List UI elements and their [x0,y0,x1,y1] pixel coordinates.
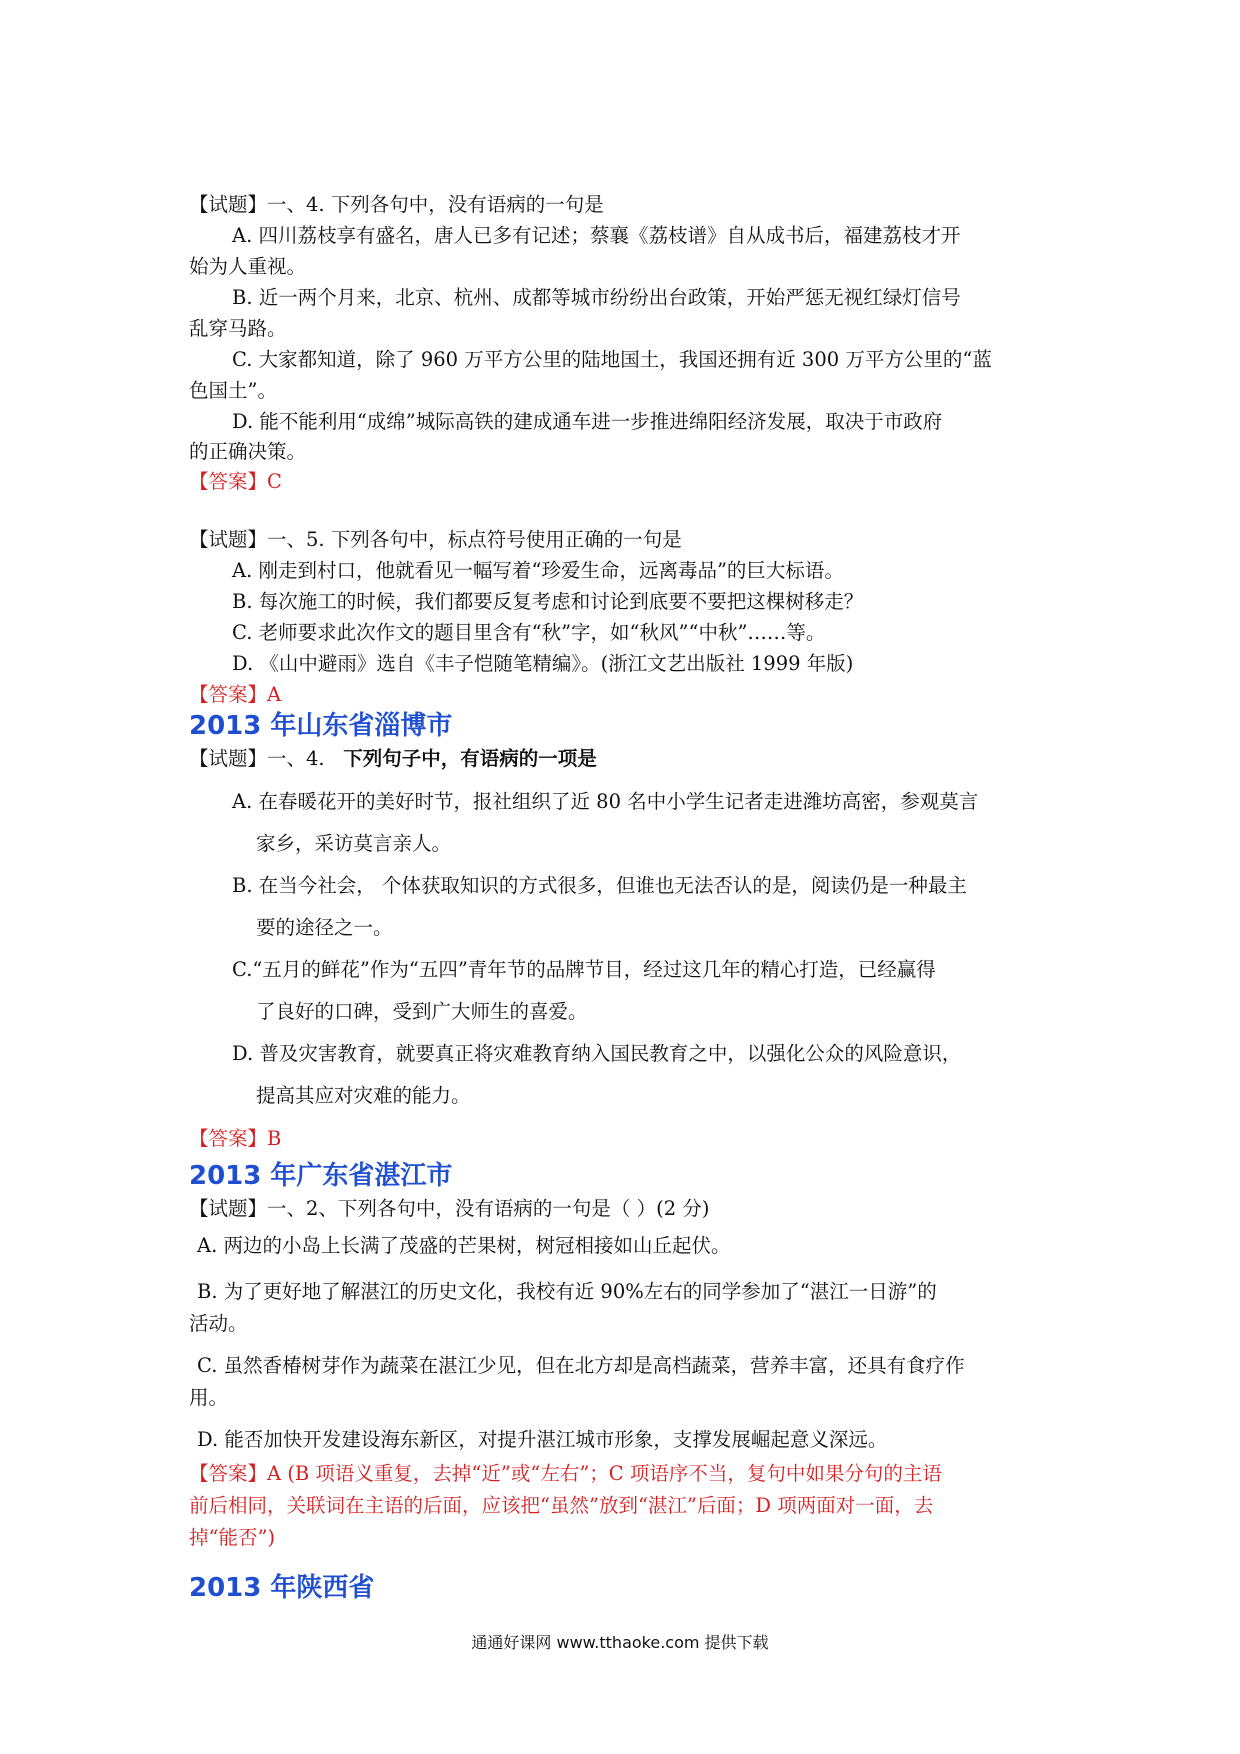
option-b-cont: 乱穿马路。 [189,317,287,340]
page-footer: 通通好课网 www.tthaoke.com 提供下载 [471,1633,769,1652]
question-prefix: 【试题】一、4. [189,747,325,770]
option-d: D. 《山中避雨》选自《丰子恺随笔精编》。(浙江文艺出版社 1999 年版) [232,652,854,675]
option-d: D. 能不能利用“成绵”城际高铁的建成通车进一步推进绵阳经济发展，取决于市政府 [232,410,943,433]
option-a: A. 两边的小岛上长满了茂盛的芒果树，树冠相接如山丘起伏。 [197,1234,731,1257]
option-a: A. 刚走到村口，他就看见一幅写着“珍爱生命，远离毒品”的巨大标语。 [232,559,844,582]
option-b: B. 近一两个月来，北京、杭州、成都等城市纷纷出台政策，开始严惩无视红绿灯信号 [232,286,961,309]
option-c-cont: 了良好的口碑，受到广大师生的喜爱。 [256,1000,588,1023]
option-d: D. 能否加快开发建设海东新区，对提升湛江城市形象，支撑发展崛起意义深远。 [197,1428,888,1451]
region-heading-shaanxi: 2013 年陕西省 [189,1573,375,1603]
option-d: D. 普及灾害教育，就要真正将灾难教育纳入国民教育之中，以强化公众的风险意识， [232,1042,962,1065]
answer-4-line-2: 前后相同，关联词在主语的后面，应该把“虽然”放到“湛江”后面；D 项两面对一面，去 [189,1494,934,1517]
option-c: C. 虽然香椿树芽作为蔬菜在湛江少见，但在北方却是高档蔬菜，营养丰富，还具有食疗作 [197,1354,965,1377]
question-3 [189,744,597,774]
option-d-cont: 提高其应对灾难的能力。 [256,1084,471,1107]
question-4: 【试题】一、2、下列各句中，没有语病的一句是（ ）(2 分) [189,1197,710,1220]
question-1: 【试题】一、4. 下列各句中，没有语病的一句是 [189,193,604,216]
answer-3: 【答案】B [189,1127,282,1150]
option-c-cont: 色国土”。 [189,379,277,402]
option-a: A. 在春暖花开的美好时节，报社组织了近 80 名中小学生记者走进潍坊高密，参观莫言 [232,790,979,813]
option-c: C. 大家都知道，除了 960 万平方公里的陆地国土，我国还拥有近 300 万平方公里的“蓝 [232,348,992,371]
option-b: B. 每次施工的时候，我们都要反复考虑和讨论到底要不要把这棵树移走？ [232,590,864,613]
option-c: C.“五月的鲜花”作为“五四”青年节的品牌节目，经过这几年的精心打造，已经赢得 [232,958,936,981]
answer-4-line-3: 掉“能否”) [189,1526,276,1549]
option-a-cont: 家乡，采访莫言亲人。 [256,832,452,855]
option-b: B. 在当今社会， 个体获取知识的方式很多，但谁也无法否认的是，阅读仍是一种最主 [232,874,967,897]
option-c-cont: 用。 [189,1386,229,1409]
question-text: 下列句子中，有语病的一项是 [343,747,597,770]
option-b-cont: 活动。 [189,1312,248,1335]
answer-4-line-1: 【答案】A (B 项语义重复，去掉“近”或“左右”；C 项语序不当，复句中如果分句的主语 [189,1462,942,1485]
answer-2: 【答案】A [189,683,282,706]
option-a-cont: 始为人重视。 [189,255,307,278]
region-heading-zhanjiang: 2013 年广东省湛江市 [189,1161,453,1191]
option-d-cont: 的正确决策。 [189,440,307,463]
option-c: C. 老师要求此次作文的题目里含有“秋”字，如“秋风”“中秋”……等。 [232,621,826,644]
region-heading-zibo: 2013 年山东省淄博市 [189,711,453,741]
option-b: B. 为了更好地了解湛江的历史文化，我校有近 90%左右的同学参加了“湛江一日游”的 [197,1280,937,1303]
answer-1: 【答案】C [189,470,282,493]
option-b-cont: 要的途径之一。 [256,916,393,939]
question-2: 【试题】一、5. 下列各句中，标点符号使用正确的一句是 [189,528,682,551]
option-a: A. 四川荔枝享有盛名，唐人已多有记述；蔡襄《荔枝谱》自从成书后，福建荔枝才开 [232,224,961,247]
